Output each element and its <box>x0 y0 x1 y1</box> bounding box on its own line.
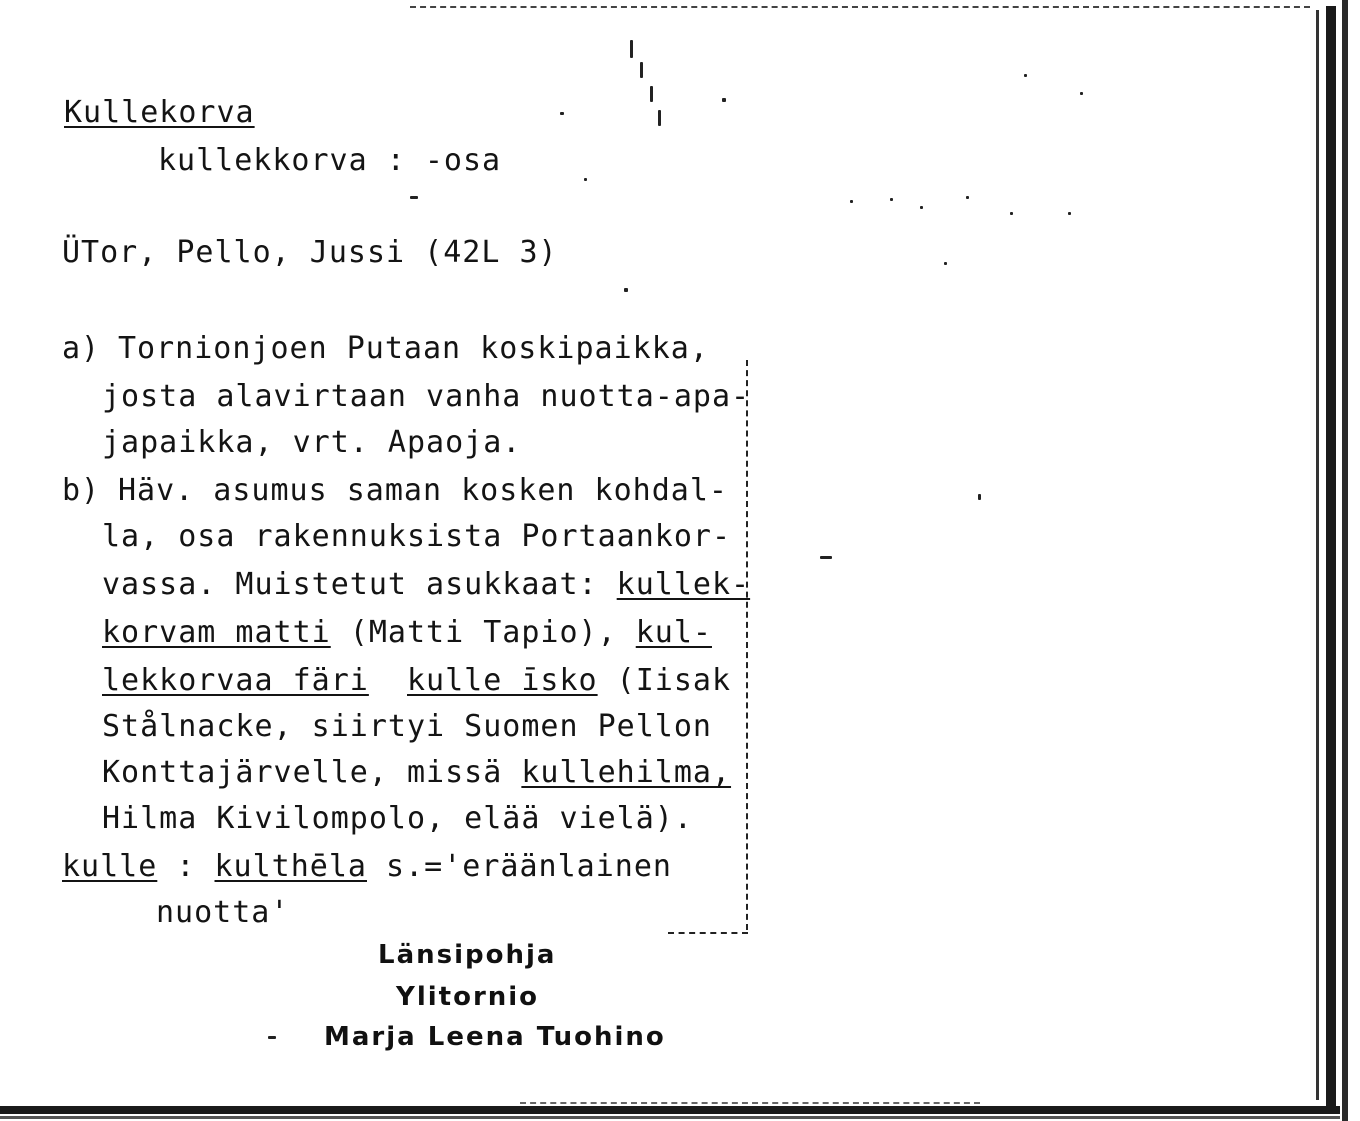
sense-b-text: (Matti Tapio), <box>330 615 636 650</box>
sense-a-line: Tornionjoen Putaan koskipaikka, <box>118 331 709 366</box>
nickname-underlined: kul- <box>635 615 712 650</box>
sense-b-text: Konttajärvelle, missä <box>102 755 522 790</box>
scan-speck <box>944 262 947 265</box>
entry-source: ÜTor, Pello, Jussi (42L 3) <box>62 235 558 270</box>
sense-a-line: josta alavirtaan vanha nuotta-apa- <box>102 379 751 414</box>
scan-speck <box>890 198 893 201</box>
card-bottom-edge <box>0 1106 1340 1114</box>
scan-right-edge <box>1342 0 1348 1121</box>
etymology-gloss-cont: nuotta' <box>156 895 290 930</box>
entry-box-bottom-line <box>668 932 748 934</box>
sense-b-text: vassa. Muistetut asukkaat: <box>102 567 617 602</box>
etymology-line <box>62 849 672 884</box>
entry-heading: Kullekorva <box>64 95 255 130</box>
sense-b-line <box>102 615 712 650</box>
card-right-edge <box>1326 6 1336 1114</box>
stamp-parish: Ylitornio <box>396 982 540 1012</box>
sense-b-line <box>102 663 732 698</box>
sense-b-line: Hilma Kivilompolo, elää vielä). <box>102 801 693 836</box>
scan-speck <box>640 62 643 78</box>
sense-b-label: b) <box>62 473 101 508</box>
scan-speck <box>1068 212 1071 215</box>
etymology-sep: : <box>157 849 215 884</box>
sense-b-line: Häv. asumus saman kosken kohdal- <box>118 473 728 508</box>
scan-speck <box>1080 92 1083 95</box>
entry-form: kullekkorva : -osa <box>158 143 502 178</box>
scan-speck <box>920 206 923 209</box>
etymology-gloss: s.='eräänlainen <box>367 849 672 884</box>
scan-speck <box>966 196 969 199</box>
scan-speck <box>722 98 726 102</box>
sense-a-label: a) <box>62 331 101 366</box>
entry-box-right-line <box>746 360 748 930</box>
nickname-underlined: lekkorvaa färi <box>102 663 369 698</box>
sense-b-line <box>102 755 732 790</box>
scan-bottom-edge <box>0 1116 1340 1119</box>
scan-speck <box>978 494 981 500</box>
scan-speck <box>630 40 633 58</box>
scan-speck <box>850 200 853 203</box>
scan-speck <box>560 112 564 115</box>
scan-speck <box>268 1036 276 1039</box>
sense-b-line: Stålnacke, siirtyi Suomen Pellon <box>102 709 712 744</box>
scan-top-edge <box>410 6 1310 8</box>
nickname-underlined: kullek- <box>616 567 751 602</box>
scan-speck <box>1024 74 1027 77</box>
stamp-collector: Marja Leena Tuohino <box>324 1022 666 1052</box>
scan-speck <box>584 178 587 181</box>
scan-speck <box>1010 212 1013 215</box>
scan-bottom-dashes <box>520 1102 980 1104</box>
card-right-inner-edge <box>1316 10 1319 1100</box>
nickname-underlined: kullehilma, <box>521 755 732 790</box>
sense-b-text <box>369 663 407 698</box>
scan-speck <box>658 110 661 126</box>
sense-a-line: japaikka, vrt. Apaoja. <box>102 425 522 460</box>
scan-speck <box>650 86 653 102</box>
etymology-word: kulle <box>62 849 158 884</box>
nickname-underlined: korvam matti <box>102 615 331 650</box>
sense-b-line: la, osa rakennuksista Portaankor- <box>102 519 732 554</box>
scan-speck <box>410 196 418 199</box>
etymology-word: kulthēla <box>214 849 367 884</box>
sense-b-text: (Iisak <box>597 663 732 698</box>
nickname-underlined: kulle īsko <box>407 663 598 698</box>
scan-speck <box>624 288 628 292</box>
scan-speck <box>820 556 832 559</box>
sense-b-line <box>102 567 751 602</box>
stamp-region: Länsipohja <box>378 940 557 970</box>
